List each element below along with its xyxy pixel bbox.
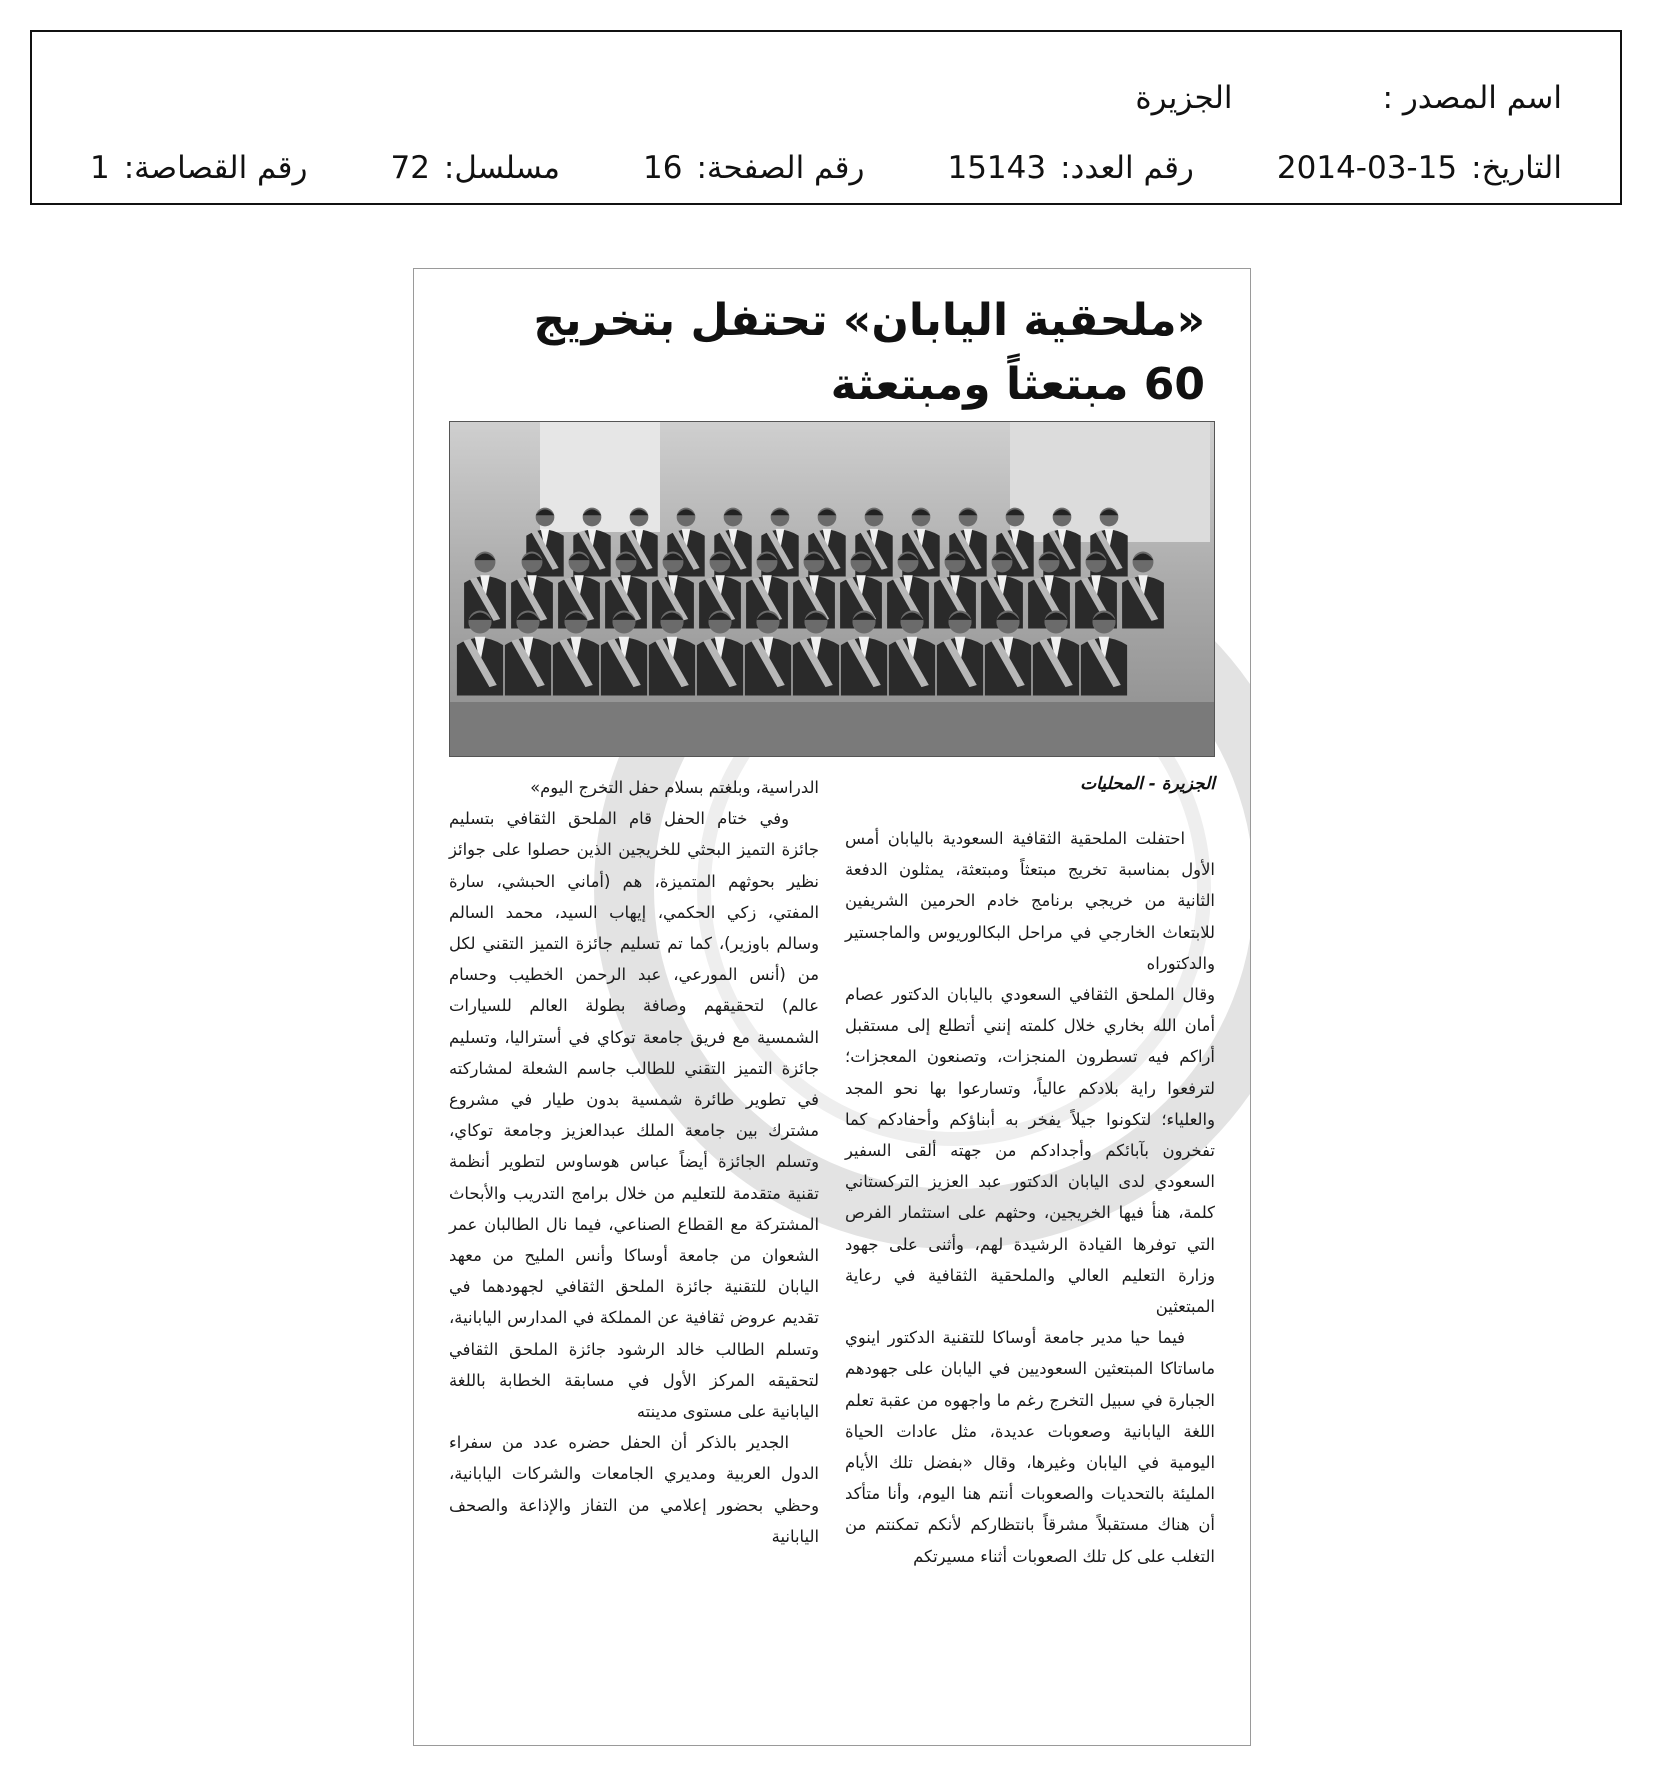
serial-label: مسلسل: bbox=[443, 150, 561, 186]
clipping-info-box bbox=[30, 30, 1622, 205]
newspaper-clipping bbox=[413, 268, 1251, 1746]
group-photo bbox=[449, 421, 1215, 757]
serial-field bbox=[390, 150, 560, 186]
article-headline bbox=[444, 289, 1205, 417]
paragraph: الدراسية، وبلغتم بسلام حفل التخرج اليوم» bbox=[530, 778, 819, 797]
date-value: 2014-03-15 bbox=[1276, 150, 1458, 186]
headline-line-2: 60 مبتعثاً ومبتعثة bbox=[830, 359, 1205, 410]
group-photo-image bbox=[450, 422, 1215, 757]
paragraph: احتفلت الملحقية الثقافية السعودية باليابان أمس الأول بمناسبة تخريج مبتعثاً ومبتعثة، يمثلون الدفعة الثانية من خريجي برنامج خادم الحرمين الشريفين للابتعاث الخارجي في مراحل البكالوريوس والماجستير والدكتوراه bbox=[845, 829, 1215, 973]
page-field bbox=[643, 150, 864, 186]
issue-value: 15143 bbox=[947, 150, 1047, 186]
page-value: 16 bbox=[643, 150, 683, 186]
issue-field bbox=[947, 150, 1193, 186]
clip-number-label: رقم القصاصة: bbox=[123, 150, 308, 186]
page-label: رقم الصفحة: bbox=[696, 150, 865, 186]
source-label: اسم المصدر : bbox=[1382, 80, 1562, 116]
date-label: التاريخ: bbox=[1471, 150, 1562, 186]
paragraph: الجدير بالذكر أن الحفل حضره عدد من سفراء الدول العربية ومديري الجامعات والشركات اليابانية، وحظي بحضور إعلامي من التفاز والإذاعة والصحف اليابانية bbox=[449, 1433, 819, 1546]
paragraph: وفي ختام الحفل قام الملحق الثقافي بتسليم جائزة التميز البحثي للخريجين الذين حصلوا على جوائز نظير بحوثهم المتميزة، هم (أماني الحبشي، سارة المفتي، زكي الحكمي، إيهاب السيد، محمد السالم وسالم باوزير)، كما تم تسليم جائزة التميز التقني لكل من (أنس المورعي، عبد الرحمن الخطيب وحسام عالم) لتحقيقهم وصافة بطولة العالم للسيارات الشمسية مع فريق جامعة توكاي في أستراليا، وتسليم جائزة التميز التقني للطالب جاسم الشعلة لمشاركته في تطوير طائرة شمسية بدون طيار في مشروع مشترك بين جامعة الملك عبدالعزيز وجامعة توكاي، وتسلم الجائزة أيضاً عباس هوساوس لتطوير أنظمة تقنية متقدمة للتعليم من خلال برامج التدريب والأبحاث المشتركة مع القطاع الصناعي، فيما نال الطالبان عمر الشعوان من جامعة أوساكا وأنس المليح من معهد اليابان للتقنية جائزة الملحق الثقافي لجهودهما في تقديم عروض ثقافية عن المملكة في المدارس اليابانية، وتسلم الطالب خالد الرشود جائزة الملحق الثقافي لتحقيقه المركز الأول في مسابقة الخطابة باللغة اليابانية على مستوى مدينته bbox=[449, 809, 819, 1422]
headline-line-1: «ملحقية اليابان» تحتفل بتخريج bbox=[533, 295, 1205, 346]
issue-label: رقم العدد: bbox=[1060, 150, 1194, 186]
date-field bbox=[1277, 150, 1562, 186]
clip-number-field bbox=[90, 150, 307, 186]
clip-number-value: 1 bbox=[90, 150, 110, 186]
source-value: الجزيرة bbox=[1135, 80, 1233, 116]
metadata-row bbox=[90, 150, 1562, 186]
paragraph: فيما حيا مدير جامعة أوساكا للتقنية الدكتور اينوي ماساتاكا المبتعثين السعوديين في اليابان على جهودهم الجبارة في سبيل التخرج رغم ما واجهوه من عقبة تعلم اللغة اليابانية وصعوبات عديدة، مثل عادات الحياة اليومية في اليابان وغيرها، وقال «بفضل تلك الأيام المليئة بالتحديات والصعوبات أنتم هنا اليوم، وأنا متأكد أن هناك مستقبلاً مشرقاً بانتظاركم لأنكم تمكنتم من التغلب على كل تلك الصعوبات أثناء مسيرتكم bbox=[845, 1328, 1215, 1566]
article-byline: الجزيرة - المحليات bbox=[1080, 774, 1215, 794]
article-column-right bbox=[845, 823, 1215, 1572]
article-column-left bbox=[449, 772, 819, 1552]
serial-value: 72 bbox=[390, 150, 430, 186]
paragraph: وقال الملحق الثقافي السعودي باليابان الدكتور عصام أمان الله بخاري خلال كلمته إنني أتطلع إلى مستقبل أراكم فيه تسطرون المنجزات، وتصنعون المعجزات؛ لترفعوا راية بلادكم عالياً، وتسارعوا بها نحو المجد والعلياء؛ لتكونوا جيلاً يفخر به أبناؤكم وأحفادكم كما تفخرون بآبائكم وأجدادكم من جهته ألقى السفير السعودي لدى اليابان الدكتور عبد العزيز التركستاني كلمة، هنأ فيها الخريجين، وحثهم على استثمار الفرص التي توفرها القيادة الرشيدة لهم، وأثنى على جهود وزارة التعليم العالي والملحقية الثقافية في رعاية المبتعثين bbox=[845, 985, 1215, 1317]
source-row bbox=[90, 80, 1562, 116]
